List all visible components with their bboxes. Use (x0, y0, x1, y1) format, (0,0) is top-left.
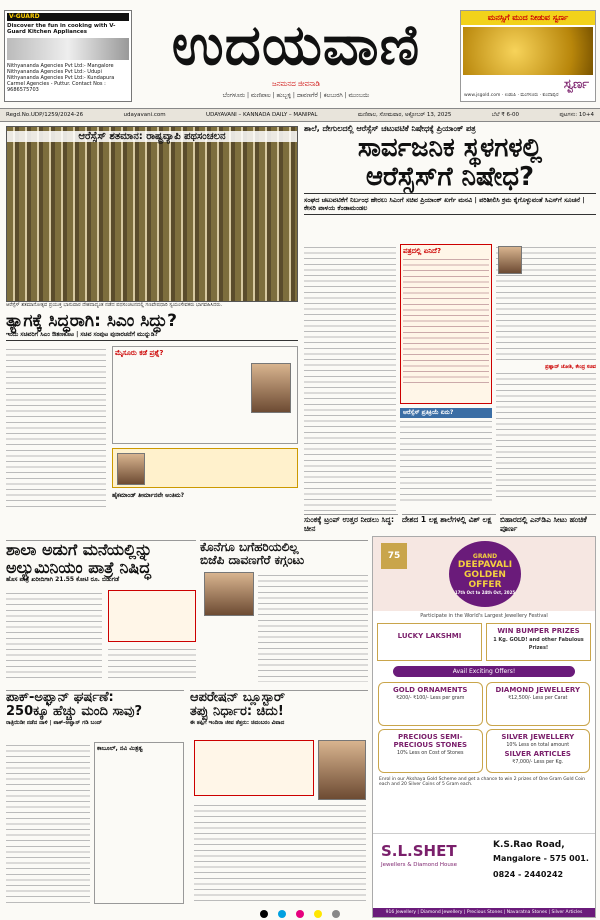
bjp-headline-1: ಕೊನೆಗೂ ಬಗೆಹರಿಯಲಿಲ್ಲ (200, 540, 299, 554)
school-body-2 (108, 646, 196, 682)
cm-body (6, 346, 106, 510)
address-1: K.S.Rao Road, (493, 840, 565, 850)
lead-body-col1 (304, 244, 396, 512)
date: ಮಣಿಪಾಲ, ಸೋಮವಾರ, ಅಕ್ಟೋಬರ್ 13, 2025 (357, 112, 452, 118)
swarna-logo: ಸ್ವರ್ಣ (563, 77, 589, 92)
bjp-headline-2: ಬಿಜೆಪಿ ದಾವಣಗೆರೆ ಕಗ್ಗಂಟು (200, 553, 305, 568)
bluestar-story[interactable] (190, 690, 368, 727)
slshet-footer (373, 833, 595, 917)
pak-headline-2: 250ಕ್ಕೂ ಹೆಚ್ಚು ಮಂದಿ ಸಾವು? (6, 704, 143, 720)
bluestar-headline-2: ತಪ್ಪು ನಿರ್ಧಾರ: ಚಿದು! (190, 704, 284, 720)
school-deck: ಹೊಸ ಪಾತ್ರೆ ಖರೀದಿಗಾಗಿ 21.55 ಕೋಟಿ ರೂ. ಬಿಡುಗಡೆ (6, 576, 120, 584)
swarna-headline: ಮನಸ್ಸಿಗೆ ಮುದ ನೀಡುವ ಸ್ವರ್ಣ (461, 11, 595, 25)
highcommand-line: ಹೈಕಮಾಂಡ್ ತೀರ್ಮಾನವೇ ಅಂತಿಮ? (112, 492, 185, 499)
brief-1-headline: ಸುಂಕಕ್ಕೆ ಟ್ರಂಪ್ ಉತ್ತರ ನೀಡಲು ಸಿದ್ಧ: ಚೀನ (304, 515, 394, 533)
ad-top (373, 537, 595, 611)
bluestar-deck: ಈ ತಪ್ಪಿಗೆ ಇಂದಿರಾ ಜೀವ ತೆತ್ತರು: ಚಿದಂಬರಂ ವಿವಾದ (190, 719, 285, 726)
brief-3-headline: ಬಿಹಾರದಲ್ಲಿ ಎನ್‌ಡಿಎ ಸೀಟು ಹಂಚಿಕೆ ಪೂರ್ಣ (500, 515, 587, 533)
offer-stones: PRECIOUS SEMI-PRECIOUS STONES 10% Less on Cost of Stones (378, 729, 483, 773)
cm-deck: ಇಂದು ಸಚಿವರಿಗೆ ಸಿಎಂ ಔತಣಕೂಟ | ಸಚಿವ ಸಂಪುಟ ಪುನಾರಚನೆಗೆ ಮುನ್ನುಡಿ? (6, 331, 298, 341)
dateline (0, 108, 600, 122)
editions: ಬೆಂಗಳೂರು | ಮಣಿಪಾಲ | ಹುಬ್ಬಳ್ಳಿ | ದಾವಣಗೆರೆ | ಕಲಬುರಗಿ | ಮುಂಬಯಿ (222, 92, 370, 99)
offers-grid (373, 680, 595, 775)
highcommand-box (112, 448, 298, 488)
chidambaram-photo (318, 740, 366, 800)
slshet-logo: S.L.SHET (381, 842, 457, 860)
vguard-ad[interactable] (4, 10, 132, 102)
school-headline-2: ಅಲ್ಯುಮಿನಿಯಂ ಪಾತ್ರೆ ನಿಷಿದ್ಧ (6, 557, 151, 577)
kabul-box (94, 742, 184, 904)
reg-no: Regd.No.UDP/1259/2024-26 (6, 112, 84, 118)
kabul-title: ಕಾಬೂಲ್, ನವಿ ಮಿತ್ರತ್ವ (97, 745, 143, 752)
bluestar-body (194, 802, 366, 904)
participate-text: Participate in the World's Largest Jewellery Festival (420, 613, 548, 619)
slshet-ad[interactable] (372, 536, 596, 918)
brief-3[interactable] (500, 514, 596, 533)
school-headline-1: ಶಾಲಾ ಅಡುಗೆ ಮನೆಯಲ್ಲಿನ್ನು (6, 540, 153, 559)
paper-name: UDAYAVANI – KANNADA DAILY – MANIPAL (206, 112, 318, 118)
mysuru-box (112, 346, 298, 444)
offer-silver: SILVER JEWELLERY 10% Less on total amount SILVER ARTICLES ₹7,000/- Less per Kg. (486, 729, 591, 773)
rss-reaction-box (400, 408, 492, 508)
bluestar-box (194, 740, 314, 796)
portrait-leader (117, 453, 145, 485)
address-2: Mangalore - 575 001. (493, 854, 589, 863)
dealer-4: Carmel Agencies - Puttur. Contact Nos : 9686575703 (7, 81, 106, 93)
school-story[interactable] (6, 540, 196, 584)
dealer-1: Nithyananda Agencies Pvt Ltd:- Mangalore (7, 63, 114, 69)
quotes-col (496, 244, 596, 512)
offer-gold: GOLD ORNAMENTS ₹200/- ₹100/- Less per gram (378, 682, 483, 726)
newspaper-title: ಉದಯವಾಣಿ (171, 12, 421, 78)
cm-headline: ತ್ಯಾಗಕ್ಕೆ ಸಿದ್ಧರಾಗಿ: ಸಿಎಂ ಸಿದ್ದು? (6, 311, 178, 331)
bjp-photo (204, 572, 254, 616)
school-box (108, 590, 196, 642)
vguard-logo: V-GUARD (7, 13, 129, 21)
anniversary-logo: 75 (381, 543, 407, 569)
quote-name: ಪ್ರಹ್ಲಾದ್ ಜೋಶಿ, ಕೇಂದ್ರ ಸಚಿವ (545, 364, 596, 370)
pak-headline-1: ಪಾಕ್-ಅಫ್ಘಾನ್ ಘರ್ಷಣೆ: (6, 690, 114, 705)
price: ಬೆಲೆ ₹ 6-00 (491, 112, 520, 118)
swarna-sub: www.jsgold.com · ಉಡುಪಿ · ಮಂಗಳೂರು · ಕುಂದಾಪುರ (464, 93, 559, 98)
swarna-ad[interactable] (460, 10, 596, 102)
pak-story[interactable] (6, 690, 184, 727)
page-count: ಪುಟಗಳು: 10+4 (559, 112, 594, 118)
tagline: ಜನಮನದ ಜೀವನಾಡಿ (272, 80, 320, 88)
box-title: ಪತ್ರದಲ್ಲಿ ಏನಿದೆ? (403, 247, 442, 255)
photo-caption: ಆರೆಸ್ಸೆಸ್ ಶತಮಾನೋತ್ಸವ ಪ್ರಯುಕ್ತ ಭಾನುವಾರ ದೇಶದಾದ್ಯಂತ ನಡೆದ ಪಥಸಂಚಲನದಲ್ಲಿ ಗಣವೇಷಧಾರಿ ಸ್ವಯಂಸೇವಕರು ಭಾಗವಹಿಸಿದರು. (6, 302, 223, 308)
bumper-prizes: WIN BUMPER PRIZES 1 Kg. GOLD! and other Fabulous Prizes! (486, 623, 591, 661)
box2-title: ಆರೆಸ್ಸೆಸ್ ಪ್ರತಿಕ್ರಿಯೆ ಏನು? (400, 408, 492, 418)
rss-march-photo (6, 126, 298, 302)
appliances-image (7, 38, 129, 60)
vguard-text: Discover the fun in cooking with V-Guard Kitchen Appliances (7, 23, 116, 35)
pak-body (6, 742, 90, 904)
phone[interactable]: 0824 - 2440242 (493, 870, 564, 879)
pak-deck: ರಾತ್ರಿಯಿಡೀ ನಡೆದ ದಾಳಿ | ಪಾಕ್-ಅಫ್ಘಾನ್ ಗಡಿ ಬಂದ್ (6, 719, 102, 726)
bjp-body (258, 572, 368, 682)
slshet-tag: Jewellers & Diamond House (381, 862, 458, 868)
lead-headline-2: ಆರೆಸ್ಸೆಸ್‌ಗೆ ನಿಷೇಧ? (365, 161, 535, 192)
lucky-lakshmi: LUCKY LAKSHMI (377, 623, 482, 661)
ad-foot: 916 Jewellery | Diamond Jewellery | Precious Stones | Navaratna Stones | Silver Articles (373, 908, 595, 917)
portrait-1 (498, 246, 522, 274)
photo-title: ಆರೆಸ್ಸೆಸ್ ಶತಮಾನ: ರಾಷ್ಟ್ರವ್ಯಾಪಿ ಪಥಸಂಚಲನ (7, 131, 297, 142)
dealer-2: Nithyananda Agencies Pvt Ltd:- Udupi (7, 69, 102, 75)
offers-banner: Avail Exciting Offers! (393, 666, 575, 677)
masthead-area (0, 0, 600, 108)
cm-story[interactable] (6, 312, 298, 341)
offer-diamond: DIAMOND JEWELLERY ₹12,500/- Less per Carat (486, 682, 591, 726)
brief-1[interactable] (304, 514, 398, 533)
mysuru-title: ಮೈಸೂರು ಕಡೆ ಪ್ರಶ್ನೆ? (115, 349, 164, 357)
bluestar-headline-1: ಆಪರೇಷನ್ ಬ್ಲೂಸ್ಟಾರ್ (190, 690, 286, 705)
deepavali-offer-disk: GRAND DEEPAVALI GOLDEN OFFER 17th Oct to 24th Oct, 2025 (449, 541, 521, 607)
website[interactable]: udayavani.com (123, 112, 166, 118)
prize-row (373, 621, 595, 663)
letter-box (400, 244, 492, 404)
bjp-story[interactable] (200, 540, 368, 567)
lead-deck: ಸಂಘದ ಚಟುವಟಿಕೆಗೆ ನಿರ್ಬಂಧ ಹೇರಲು ಸಿಎಂಗೆ ಸಚಿವ ಪ್ರಿಯಾಂಕ್ ಖರ್ಗೆ ಮನವಿ | ಪರಿಶೀಲಿಸಿ ಕ್ರಮ ಕೈಗೊಳ್ಳುವಂತೆ ಸಿಎಸ್‌ಗೆ ಸೂಚನೆ | ಕೇಸರಿ ಪಾಳಯ ಕೆಂಡಾಮಂಡಲ (304, 193, 596, 215)
brief-2-headline: ದೇಶದ 1 ಲಕ್ಷ ಶಾಲೆಗಳಲ್ಲಿ ವಿಶ್ ಲಕ್ಷ (402, 515, 492, 524)
lead-kicker: ಶಾಲೆ, ದೇಗುಲದಲ್ಲಿ ಆರೆಸ್ಸೆಸ್ ಚಟುವಟಿಕೆ ನಿಷೇಧಕ್ಕೆ ಪ್ರಿಯಾಂಕ್ ಪತ್ರ (304, 124, 476, 133)
lead-headline-1: ಸಾರ್ವಜನಿಕ ಸ್ಥಳಗಳಲ್ಲಿ (357, 133, 543, 163)
school-body (6, 590, 102, 682)
lead-story[interactable] (304, 124, 596, 215)
dealer-3: Nithyananda Agencies Pvt Ltd:- Kundapura (7, 75, 115, 81)
brief-2[interactable] (402, 514, 496, 524)
portrait-cm (251, 363, 291, 413)
scheme-text: Enrol in our Akshaya Gold Scheme and get a chance to win 2 prizes of One Gram Gold Coin each and 20 Silver Coins of 5 Gram each. (379, 777, 585, 787)
gold-necklace-image (463, 27, 593, 75)
color-registration (0, 908, 600, 920)
